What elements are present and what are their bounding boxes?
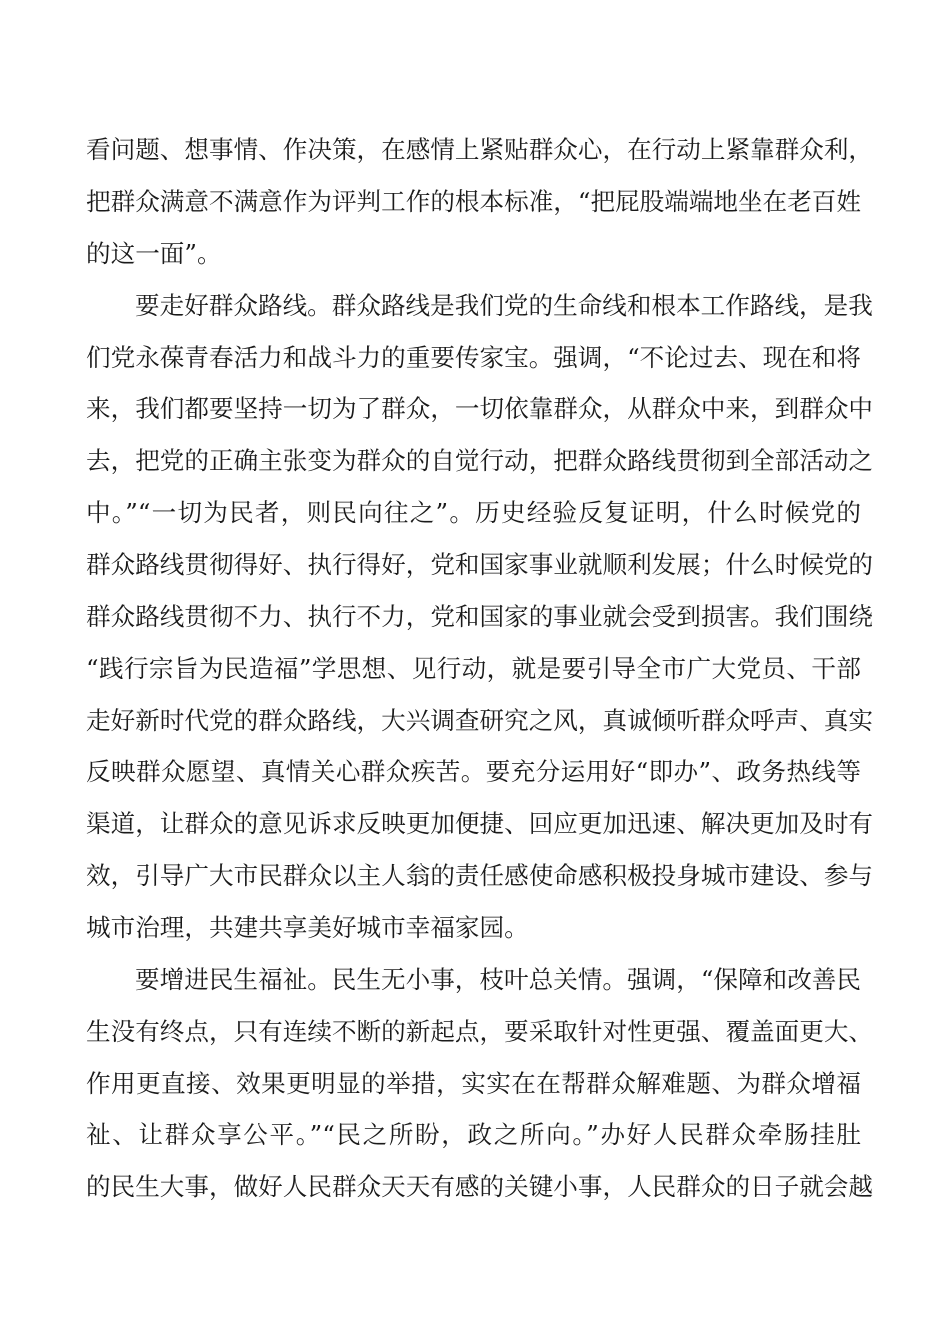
paragraph-2-line-1: 要走好群众路线。群众路线是我们党的生命线和根本工作路线，是我: [135, 291, 873, 320]
paragraph-2-line-5: 中。”“一切为民者，则民向往之”。历史经验反复证明，什么时候党的: [86, 498, 861, 527]
paragraph-2-line-10: 反映群众愿望、真情关心群众疾苦。要充分运用好“即办”、政务热线等: [86, 757, 861, 786]
paragraph-2-line-6: 群众路线贯彻得好、执行得好，党和国家事业就顺利发展；什么时候党的: [86, 550, 874, 579]
paragraph-2-line-4: 去，把党的正确主张变为群众的自觉行动，把群众路线贯彻到全部活动之: [86, 446, 874, 475]
paragraph-3-line-2: 生没有终点，只有连续不断的新起点，要采取针对性更强、覆盖面更大、: [86, 1017, 874, 1046]
paragraph-2-line-9: 走好新时代党的群众路线，大兴调查研究之风，真诚倾听群众呼声、真实: [86, 706, 874, 735]
paragraph-3-line-4: 祉、让群众享公平。”“民之所盼，政之所向。”办好人民群众牵肠挂肚: [86, 1120, 861, 1149]
paragraph-1-line-1: 看问题、想事情、作决策，在感情上紧贴群众心，在行动上紧靠群众利，: [86, 135, 874, 164]
paragraph-2-line-7: 群众路线贯彻不力、执行不力，党和国家的事业就会受到损害。我们围绕: [86, 602, 874, 631]
paragraph-1-line-2: 把群众满意不满意作为评判工作的根本标准，“把屁股端端地坐在老百姓: [86, 187, 861, 216]
paragraph-1-line-3: 的这一面”。: [86, 239, 222, 268]
paragraph-2-line-8: “践行宗旨为民造福”学思想、见行动，就是要引导全市广大党员、干部: [86, 654, 861, 683]
paragraph-3-line-3: 作用更直接、效果更明显的举措，实实在在帮群众解难题、为群众增福: [86, 1069, 861, 1098]
paragraph-2-line-13: 城市治理，共建共享美好城市幸福家园。: [86, 913, 529, 942]
paragraph-2-line-3: 来，我们都要坚持一切为了群众，一切依靠群众，从群众中来，到群众中: [86, 394, 874, 423]
paragraph-3-line-5: 的民生大事，做好人民群众天天有感的关键小事，人民群众的日子就会越: [86, 1172, 874, 1201]
paragraph-2-line-11: 渠道，让群众的意见诉求反映更加便捷、回应更加迅速、解决更加及时有: [86, 809, 874, 838]
paragraph-2-line-12: 效，引导广大市民群众以主人翁的责任感使命感积极投身城市建设、参与: [86, 861, 874, 890]
paragraph-3-line-1: 要增进民生福祉。民生无小事，枝叶总关情。强调，“保障和改善民: [135, 965, 861, 994]
paragraph-2-line-2: 们党永葆青春活力和战斗力的重要传家宝。强调，“不论过去、现在和将: [86, 343, 861, 372]
